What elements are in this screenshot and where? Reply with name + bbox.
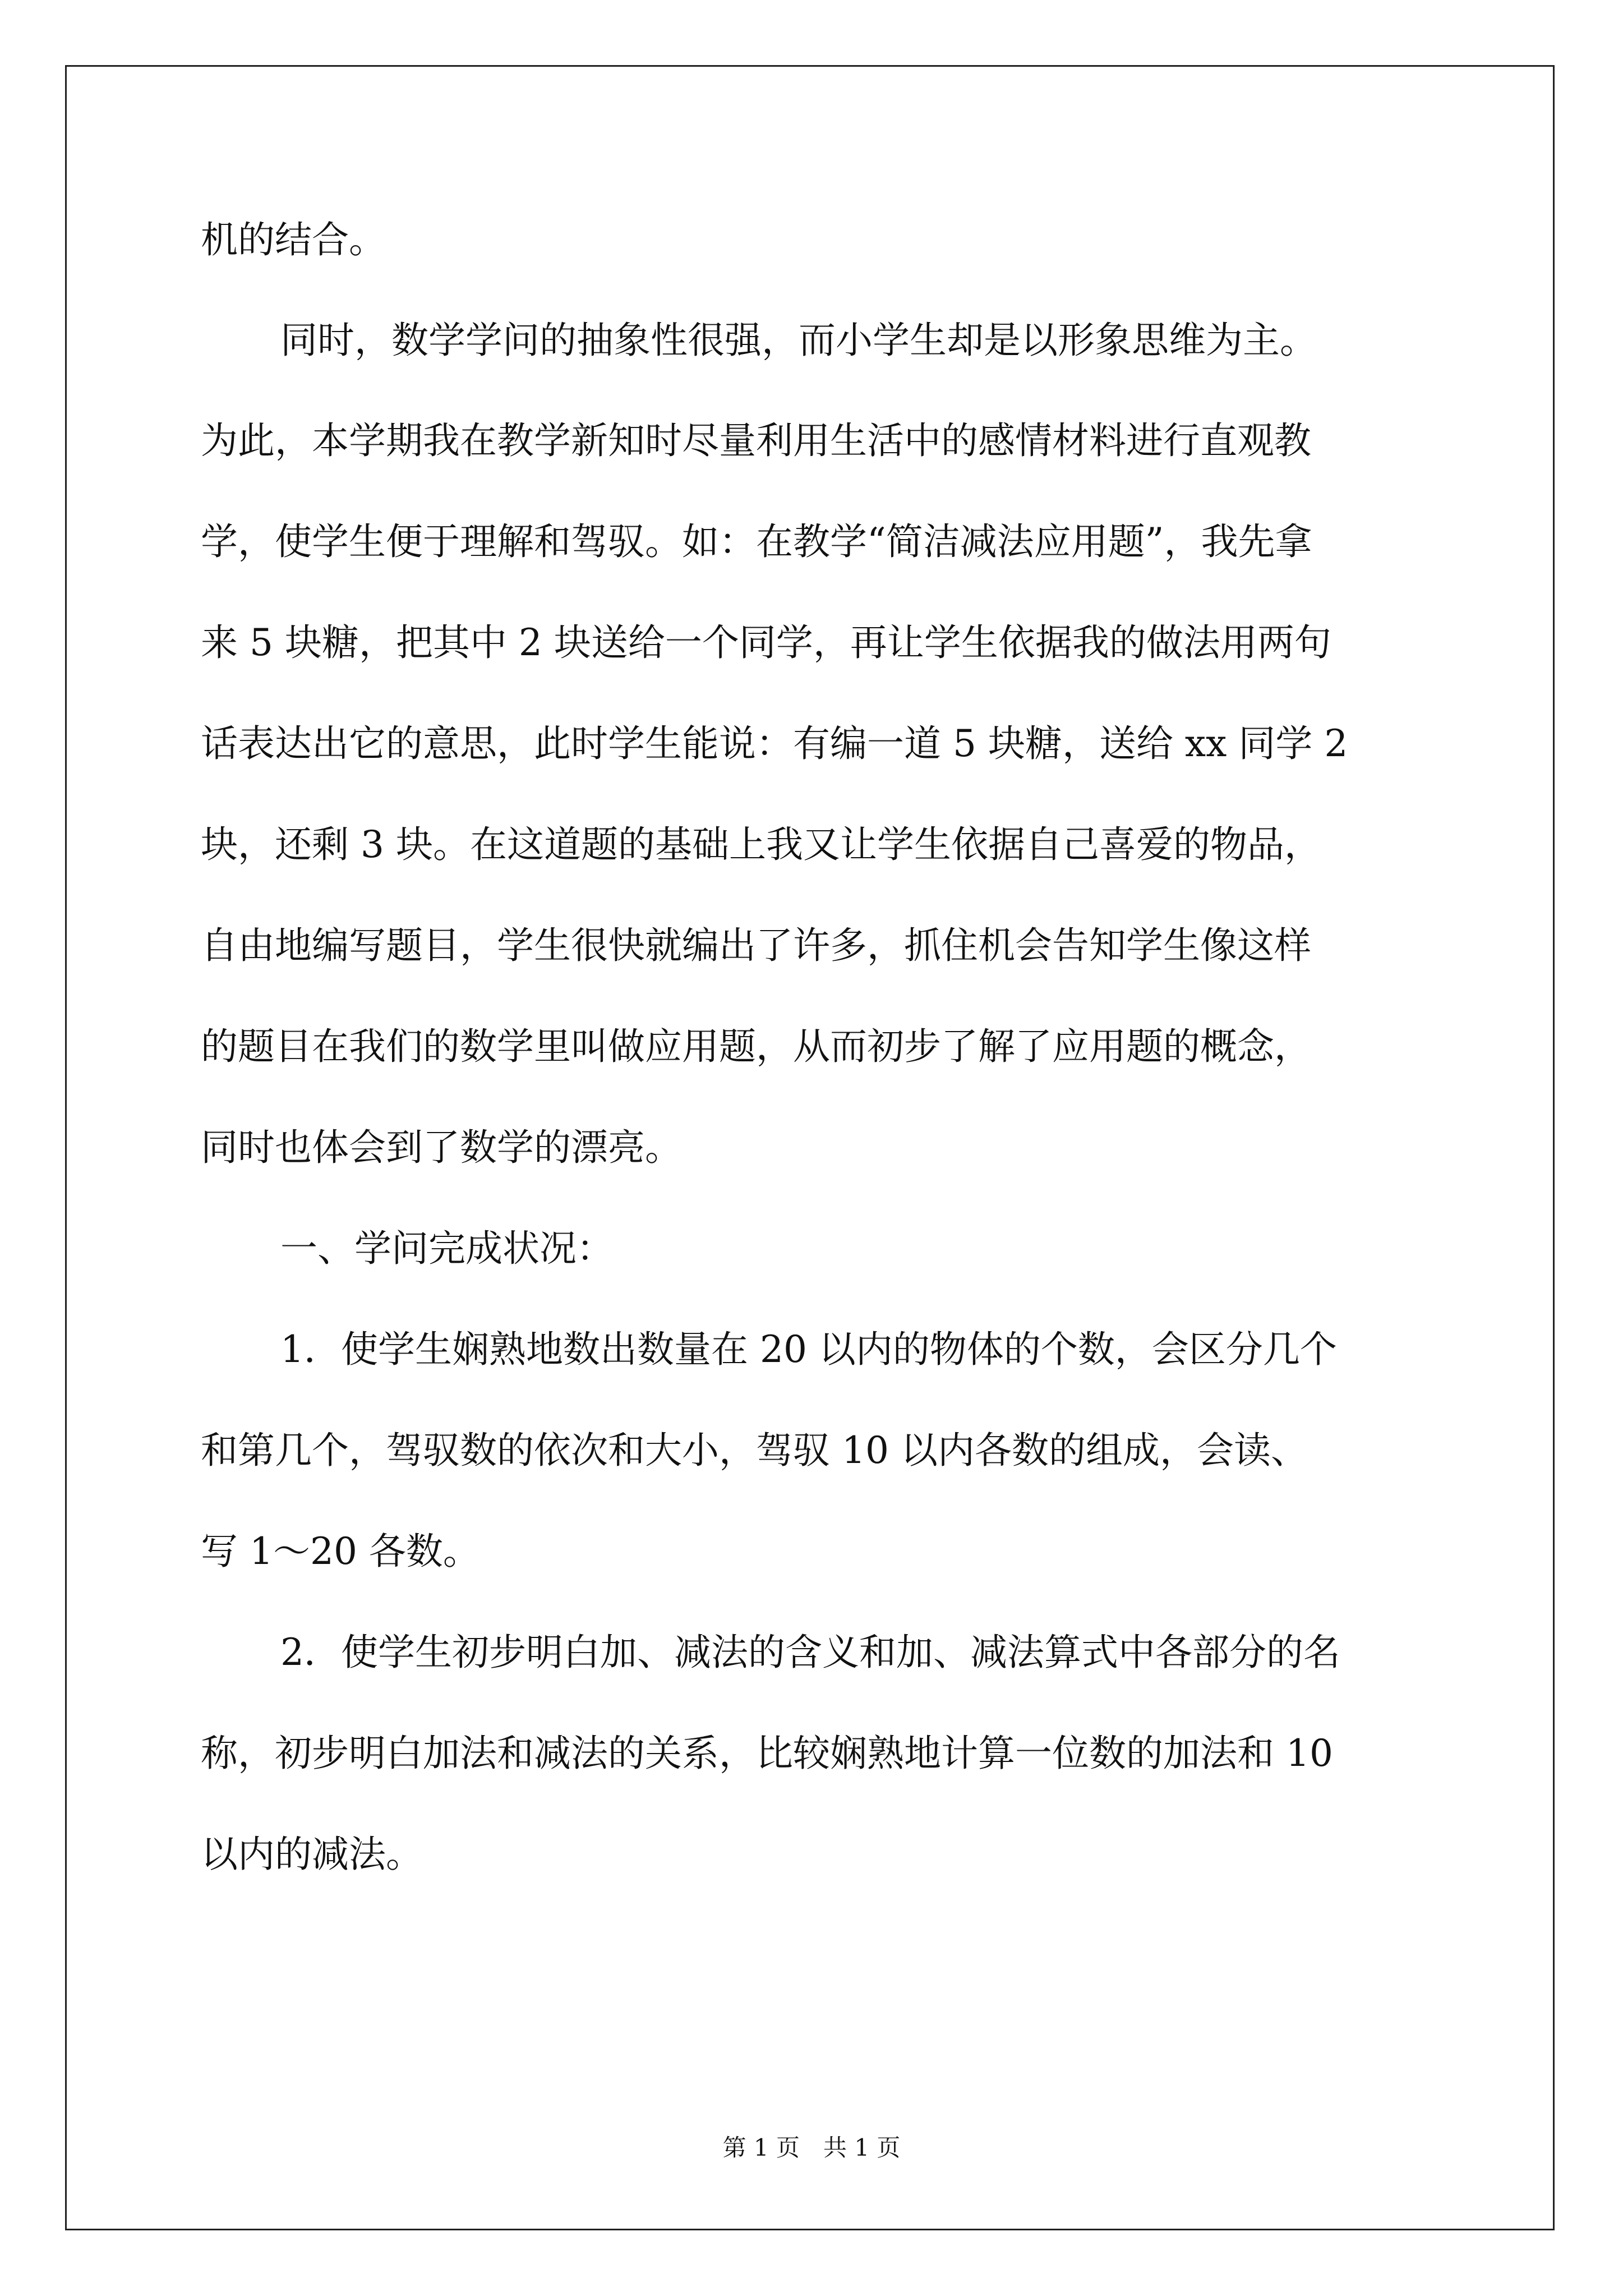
section-heading: 一、学问完成状况： — [280, 1227, 614, 1270]
text-line: 写 1～20 各数。 — [201, 1530, 480, 1573]
text-line: 为此，本学期我在教学新知时尽量利用生活中的感情材料进行直观教 — [201, 419, 1311, 462]
text-line: 以内的减法。 — [201, 1833, 423, 1876]
text-line: 块，还剩 3 块。在这道题的基础上我又让学生依据自己喜爱的物品， — [201, 823, 1321, 866]
paragraph-first-line: 同时，数学学问的抽象性很强，而小学生却是以形象思维为主。 — [280, 319, 1317, 362]
text-line: 机的结合。 — [201, 218, 386, 261]
text-line: 同时也体会到了数学的漂亮。 — [201, 1126, 682, 1169]
text-line: 话表达出它的意思，此时学生能说：有编一道 5 块糖，送给 xx 同学 2 — [201, 722, 1348, 765]
text-line: 和第几个，驾驭数的依次和大小，驾驭 10 以内各数的组成，会读、 — [201, 1429, 1308, 1472]
text-line: 自由地编写题目，学生很快就编出了许多，抓住机会告知学生像这样 — [201, 924, 1311, 967]
page-number-footer: 第 1 页 共 1 页 — [722, 2134, 901, 2161]
list-item-first-line: 1．使学生娴熟地数出数量在 20 以内的物体的个数，会区分几个 — [280, 1328, 1337, 1371]
text-line: 称，初步明白加法和减法的关系，比较娴熟地计算一位数的加法和 10 — [201, 1732, 1333, 1775]
list-item-first-line: 2．使学生初步明白加、减法的含义和加、减法算式中各部分的名 — [280, 1631, 1340, 1674]
text-line: 的题目在我们的数学里叫做应用题，从而初步了解了应用题的概念， — [201, 1025, 1311, 1068]
text-line: 学，使学生便于理解和驾驭。如：在教学“简洁减法应用题”，我先拿 — [201, 520, 1312, 563]
text-line: 来 5 块糖，把其中 2 块送给一个同学，再让学生依据我的做法用两句 — [201, 621, 1331, 664]
